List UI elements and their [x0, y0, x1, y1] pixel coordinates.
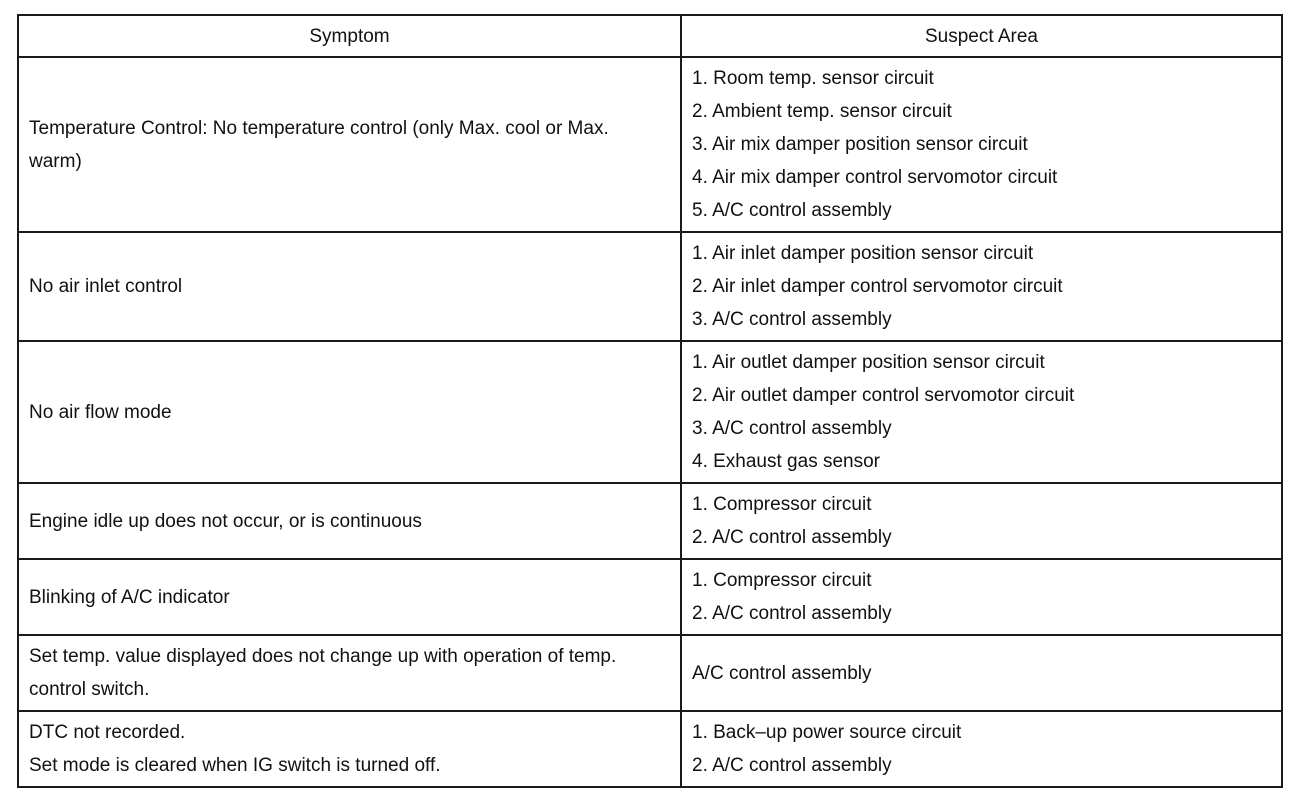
suspect-area-item: 5. A/C control assembly	[692, 200, 892, 221]
suspect-area-item: 3. Air mix damper position sensor circuit	[692, 134, 1028, 155]
suspect-area-item: 1. Air inlet damper position sensor circuit	[692, 243, 1034, 264]
suspect-area-item: 1. Air outlet damper position sensor circuit	[692, 352, 1045, 373]
suspect-area-item: 2. A/C control assembly	[692, 603, 892, 624]
table-row	[18, 57, 1282, 232]
symptom-text: No air inlet control	[29, 276, 183, 297]
suspect-area-item: 3. A/C control assembly	[692, 418, 892, 439]
suspect-area-item: 2. Air inlet damper control servomotor circuit	[692, 276, 1063, 297]
suspect-area-item: 4. Air mix damper control servomotor circuit	[692, 167, 1058, 188]
suspect-area-item: 2. A/C control assembly	[692, 527, 892, 548]
symptom-cell	[18, 57, 681, 232]
symptom-text: No air flow mode	[29, 401, 172, 423]
table-row	[18, 232, 1282, 341]
suspect-area-column-header: Suspect Area	[681, 15, 1282, 57]
table-row	[18, 711, 1282, 787]
suspect-area-item: 1. Compressor circuit	[692, 570, 872, 591]
table-row	[18, 341, 1282, 483]
suspect-area-item: 1. Back–up power source circuit	[692, 722, 962, 743]
symptom-column-header: Symptom	[18, 15, 681, 57]
troubleshooting-table-container	[17, 14, 1281, 788]
suspect-area-cell	[681, 711, 1282, 787]
table-row	[18, 483, 1282, 559]
table-row	[18, 635, 1282, 711]
symptom-cell	[18, 559, 681, 635]
table-body	[18, 57, 1282, 787]
suspect-area-item: 2. Air outlet damper control servomotor circuit	[692, 385, 1075, 406]
symptom-cell	[18, 341, 681, 483]
suspect-area-item: 4. Exhaust gas sensor	[692, 451, 880, 472]
table-row	[18, 559, 1282, 635]
symptom-text: Set mode is cleared when IG switch is turned off.	[29, 755, 441, 776]
table-header-row	[18, 15, 1282, 57]
symptom-text: DTC not recorded.	[29, 722, 186, 743]
suspect-area-item: 2. A/C control assembly	[692, 755, 892, 776]
symptom-text: Blinking of A/C indicator	[29, 586, 230, 608]
symptom-text: Engine idle up does not occur, or is continuous	[29, 510, 422, 532]
suspect-area-item: 1. Room temp. sensor circuit	[692, 68, 934, 89]
symptom-cell	[18, 232, 681, 341]
symptom-cell	[18, 635, 681, 711]
suspect-area-item: 3. A/C control assembly	[692, 309, 892, 330]
troubleshooting-table	[17, 14, 1283, 788]
suspect-area-cell	[681, 57, 1282, 232]
suspect-area-cell	[681, 635, 1282, 711]
suspect-area-item: 2. Ambient temp. sensor circuit	[692, 101, 952, 122]
suspect-area-item: A/C control assembly	[692, 662, 872, 684]
symptom-cell	[18, 483, 681, 559]
suspect-area-cell	[681, 559, 1282, 635]
suspect-area-cell	[681, 483, 1282, 559]
suspect-area-item: 1. Compressor circuit	[692, 494, 872, 515]
symptom-text: Temperature Control: No temperature control (only Max. cool or Max. warm)	[29, 117, 609, 172]
symptom-text: Set temp. value displayed does not change up with operation of temp. control switch.	[29, 646, 617, 700]
suspect-area-cell	[681, 341, 1282, 483]
suspect-area-cell	[681, 232, 1282, 341]
symptom-cell	[18, 711, 681, 787]
